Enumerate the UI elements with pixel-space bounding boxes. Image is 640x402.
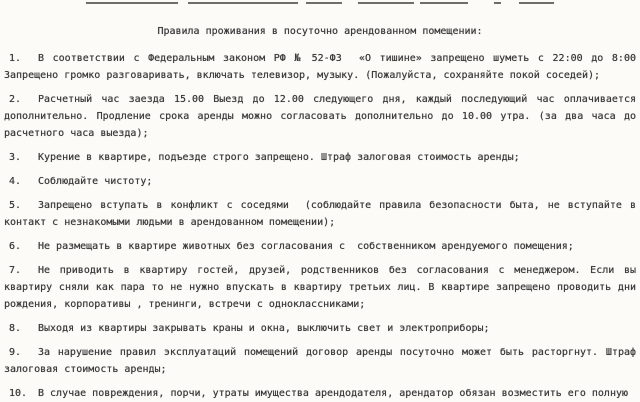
- rule-text: Не размещать в квартире животных без согласования с собственником арендуемого помещения;: [38, 241, 574, 252]
- rule-item: [4, 262, 636, 313]
- rule-item: [4, 91, 636, 142]
- rule-item: [4, 344, 636, 378]
- rule-text: За нарушение правил эксплуатаций помещений договор аренды посуточно может быть расторгнут. Штраф залоговая стоимость аренды;: [4, 347, 636, 375]
- rule-text: Не приводить в квартиру гостей, друзей, родственников без согласования с менеджером. Если вы квартиру сняли как пара то не нужно впускать в квартиру третьих лиц. В квартире запрещено проводить дни рождения, корпоративы , тренинги, встречи с одноклассниками;: [4, 265, 636, 310]
- rule-item: [4, 149, 636, 166]
- rule-number: 6.: [9, 241, 22, 252]
- rule-text: Выходя из квартиры закрывать краны и окна, выключить свет и электроприборы;: [38, 323, 490, 334]
- rule-item: [4, 197, 636, 231]
- rule-text: Курение в квартире, подъезде строго запрещено. Штраф залоговая стоимость аренды;: [38, 152, 520, 163]
- document-title: Правила проживания в посуточно арендованном помещении:: [157, 26, 483, 37]
- rule-number: 3.: [9, 152, 22, 163]
- rule-number: 1.: [9, 53, 22, 64]
- rule-item: [4, 173, 636, 190]
- rule-text: Запрещено вступать в конфликт с соседями (соблюдайте правила безопасности быта, не вступайте в контакт с незнакомыми людьми в арендованном помещении);: [4, 200, 636, 228]
- clipped-text-line: [0, 2, 640, 4]
- rule-text: В соответствии с Федеральным законом РФ № 52-ФЗ «О тишине» запрещено шуметь с 22:00 до 8:00 Запрещено громко разговаривать, включать телевизор, музыку. (Пожалуйста, сохраняйте покой соседей);: [4, 53, 636, 81]
- rule-number: 9.: [9, 347, 22, 358]
- rule-number: 7.: [9, 265, 22, 276]
- rule-item: [4, 320, 636, 337]
- rule-number: 2.: [9, 94, 22, 105]
- rule-number: 10.: [9, 388, 28, 399]
- rule-item: [4, 385, 636, 402]
- rule-item: [4, 238, 636, 255]
- rule-item: [4, 50, 636, 84]
- rules-list: [4, 50, 636, 402]
- rule-number: 5.: [9, 200, 22, 211]
- rule-number: 4.: [9, 176, 22, 187]
- rule-text: В случае повреждения, порчи, утраты имущества арендодателя, арендатор обязан возместить его полную: [38, 388, 629, 399]
- rule-text: Расчетный час заезда 15.00 Выезд до 12.00 следующего дня, каждый последующий час оплачивается дополнительно. Продление срока аренды можно согласовать дополнительно до 10.00 утра. (за два часа до расчетного часа выезда);: [4, 94, 636, 139]
- rule-number: 8.: [9, 323, 22, 334]
- rule-text: Соблюдайте чистоту;: [38, 176, 153, 187]
